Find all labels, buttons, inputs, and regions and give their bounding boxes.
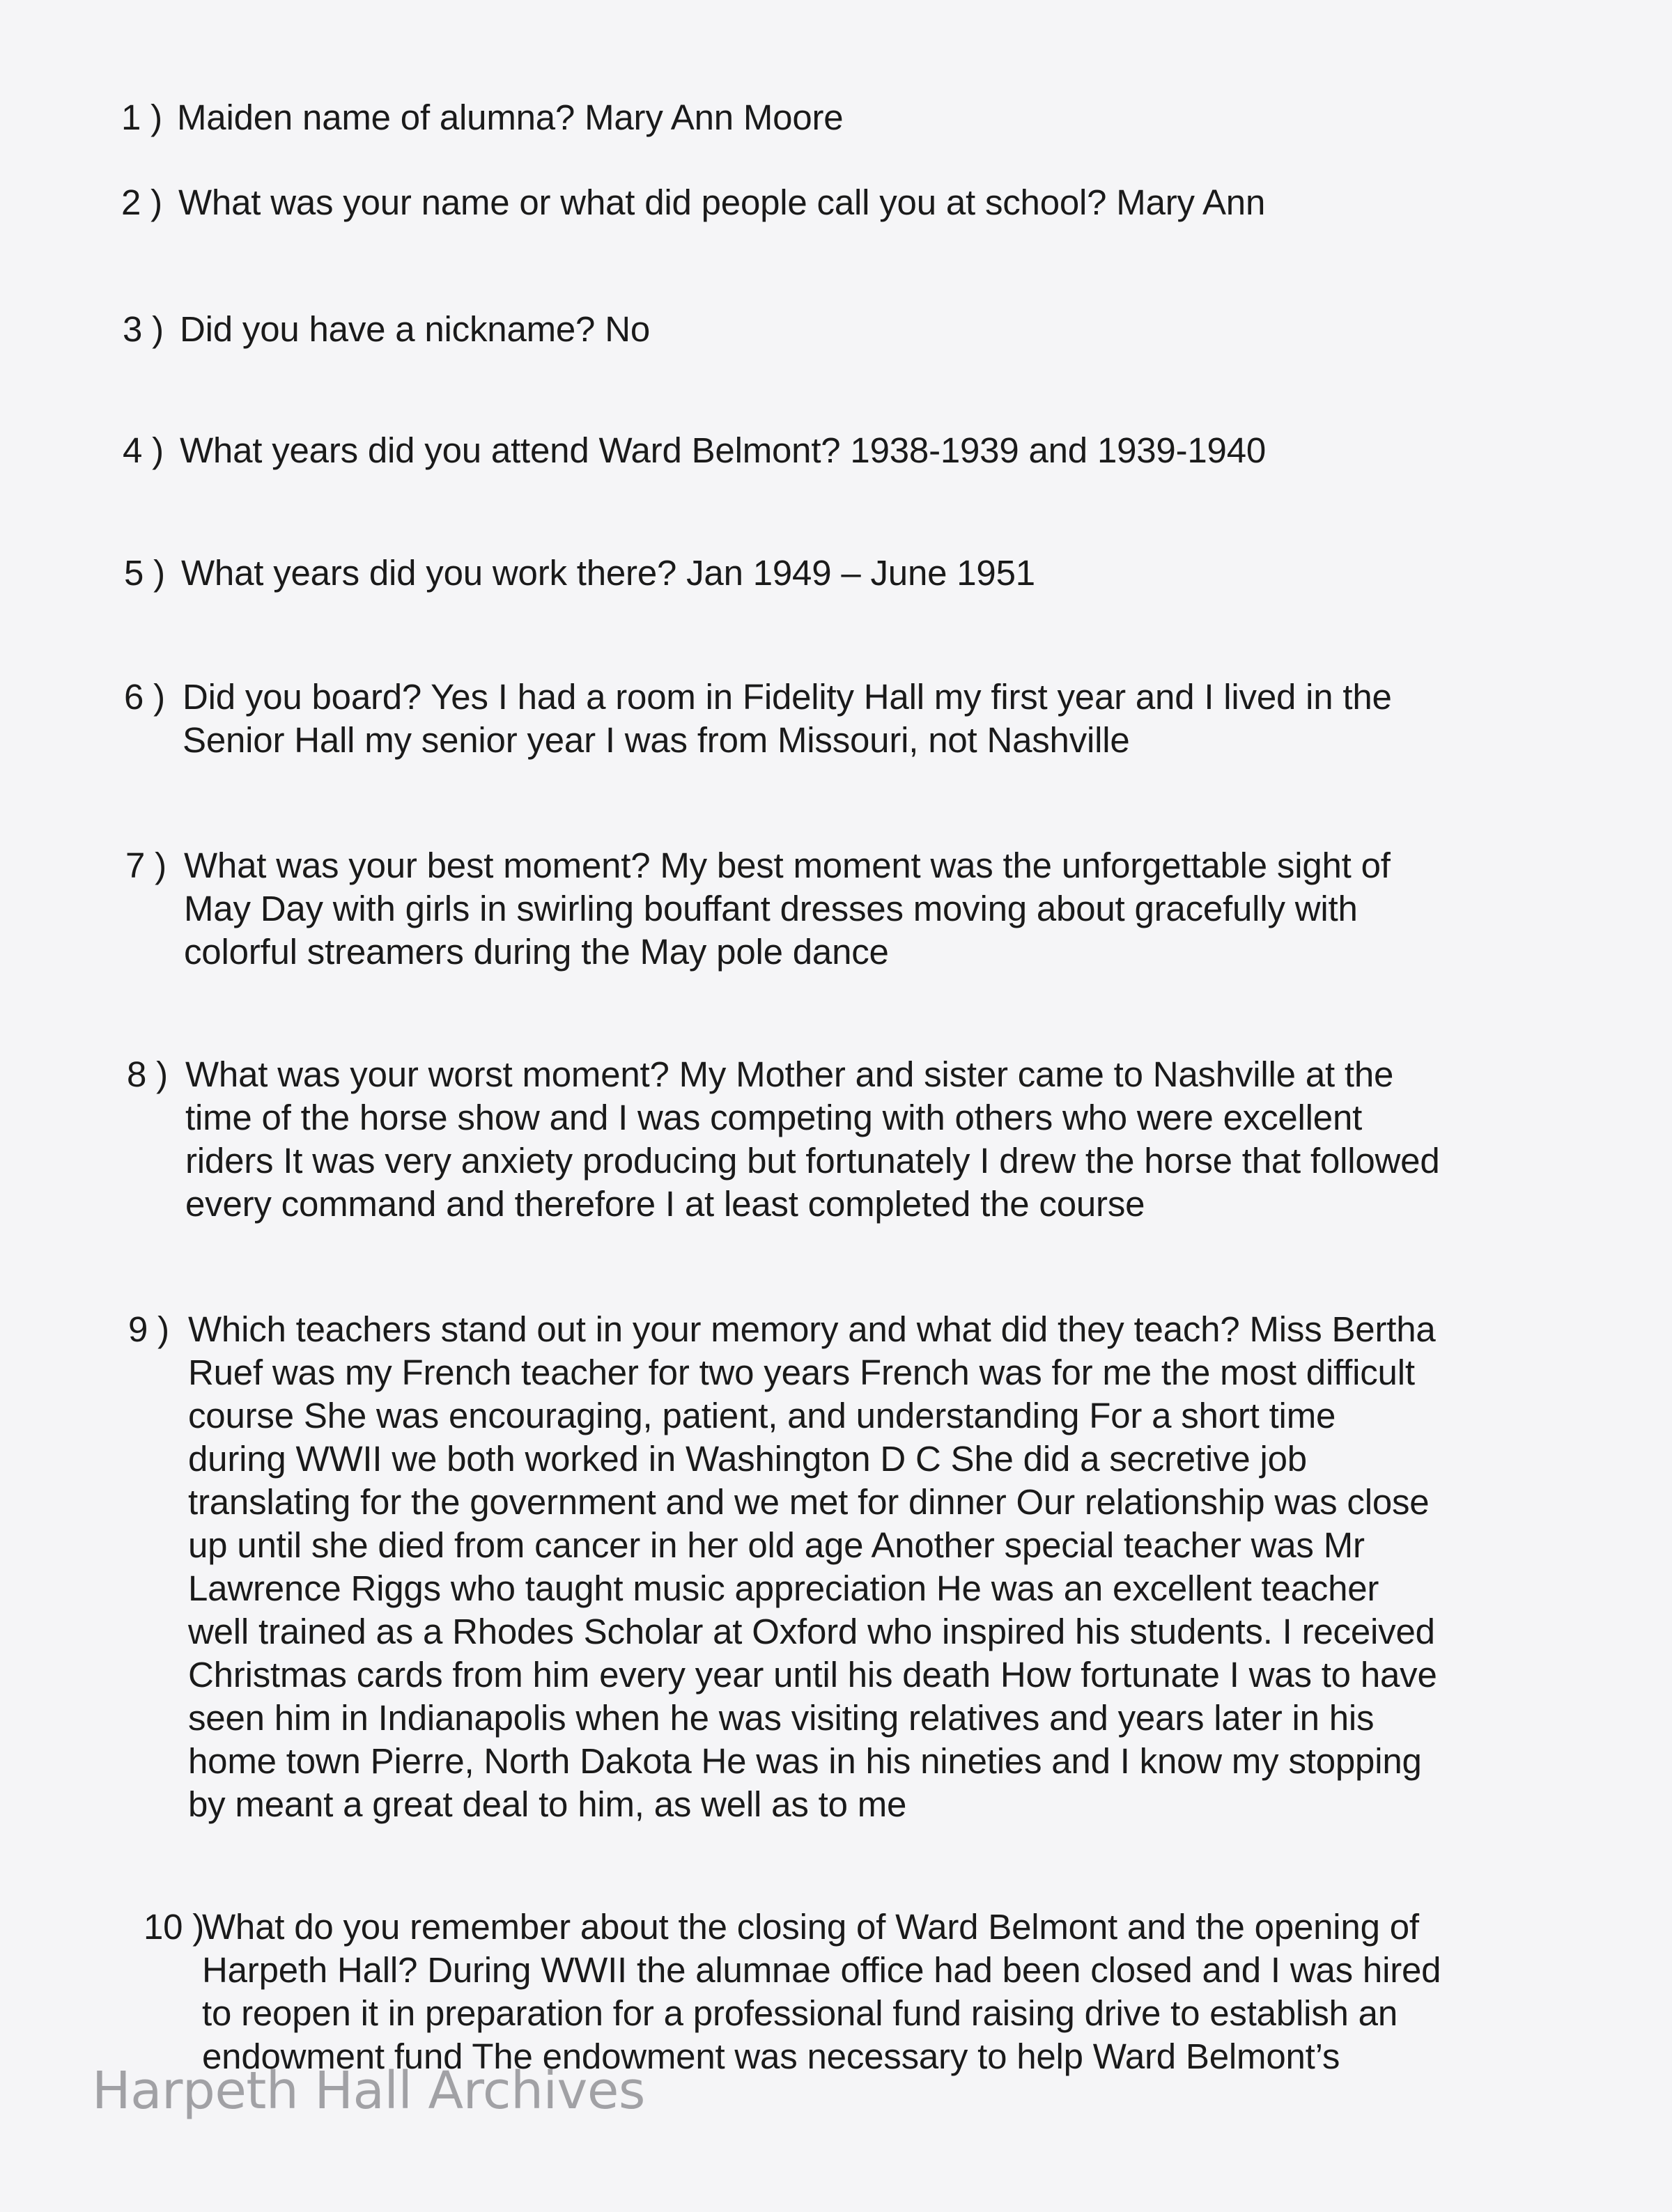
question-1 [121,96,843,139]
question-line: course She was encouraging, patient, and understanding For a short time [188,1396,1336,1435]
question-line: endowment fund The endowment was necessary to help Ward Belmont’s [202,2036,1340,2076]
question-number: 1 ) [121,98,162,137]
question-9 [128,1308,1437,1826]
question-3 [123,308,650,351]
question-number: 2 ) [121,182,162,222]
question-line: Ruef was my French teacher for two years French was for me the most difficult [188,1353,1415,1392]
question-line: Maiden name of alumna? Mary Ann Moore [177,98,844,137]
question-10 [144,1906,1441,2078]
question-8 [127,1053,1440,1226]
question-line: May Day with girls in swirling bouffant dresses moving about gracefully with [184,889,1358,928]
question-line: colorful streamers during the May pole dance [184,932,889,972]
question-line: up until she died from cancer in her old age Another special teacher was Mr [188,1525,1365,1565]
question-number: 5 ) [124,553,165,593]
question-number: 8 ) [127,1054,168,1094]
question-line: Harpeth Hall? During WWII the alumnae office had been closed and I was hired [202,1950,1441,1990]
question-line: What years did you work there? Jan 1949 – June 1951 [181,553,1035,593]
question-line: during WWII we both worked in Washington D C She did a secretive job [188,1439,1307,1479]
question-number: 10 ) [144,1907,205,1947]
question-line: Which teachers stand out in your memory and what did they teach? Miss Bertha [188,1309,1436,1349]
question-2 [121,181,1265,224]
question-line: riders It was very anxiety producing but fortunately I drew the horse that followed [185,1141,1440,1181]
question-number: 3 ) [123,309,164,349]
question-line: Did you have a nickname? No [180,309,650,349]
question-line: What was your best moment? My best moment was the unforgettable sight of [184,846,1391,885]
question-line: home town Pierre, North Dakota He was in his nineties and I know my stopping [188,1741,1422,1781]
question-line: by meant a great deal to him, as well as to me [188,1784,907,1824]
archive-watermark: Harpeth Hall Archives [92,2061,645,2121]
question-line: Christmas cards from him every year until his death How fortunate I was to have [188,1655,1437,1695]
question-number: 7 ) [125,846,167,885]
question-6 [124,676,1392,762]
question-number: 6 ) [124,677,165,717]
question-line: What was your name or what did people call you at school? Mary Ann [178,182,1266,222]
question-number: 4 ) [123,430,164,470]
question-5 [124,552,1035,595]
question-7 [125,844,1391,974]
question-line: What was your worst moment? My Mother and sister came to Nashville at the [185,1054,1394,1094]
question-line: seen him in Indianapolis when he was visiting relatives and years later in his [188,1698,1375,1738]
question-line: Did you board? Yes I had a room in Fidelity Hall my first year and I lived in the [183,677,1392,717]
question-line: to reopen it in preparation for a professional fund raising drive to establish an [202,1993,1398,2033]
question-line: time of the horse show and I was competing with others who were excellent [185,1098,1363,1137]
question-line: Senior Hall my senior year I was from Missouri, not Nashville [183,720,1130,760]
question-line: every command and therefore I at least completed the course [185,1184,1145,1224]
question-line: What do you remember about the closing of Ward Belmont and the opening of [202,1907,1419,1947]
question-line: Lawrence Riggs who taught music appreciation He was an excellent teacher [188,1568,1379,1608]
question-line: What years did you attend Ward Belmont? 1938-1939 and 1939-1940 [180,430,1267,470]
question-number: 9 ) [128,1309,169,1349]
question-line: well trained as a Rhodes Scholar at Oxford who inspired his students. I received [188,1612,1435,1651]
question-line: translating for the government and we met for dinner Our relationship was close [188,1482,1430,1522]
question-4 [123,429,1266,472]
